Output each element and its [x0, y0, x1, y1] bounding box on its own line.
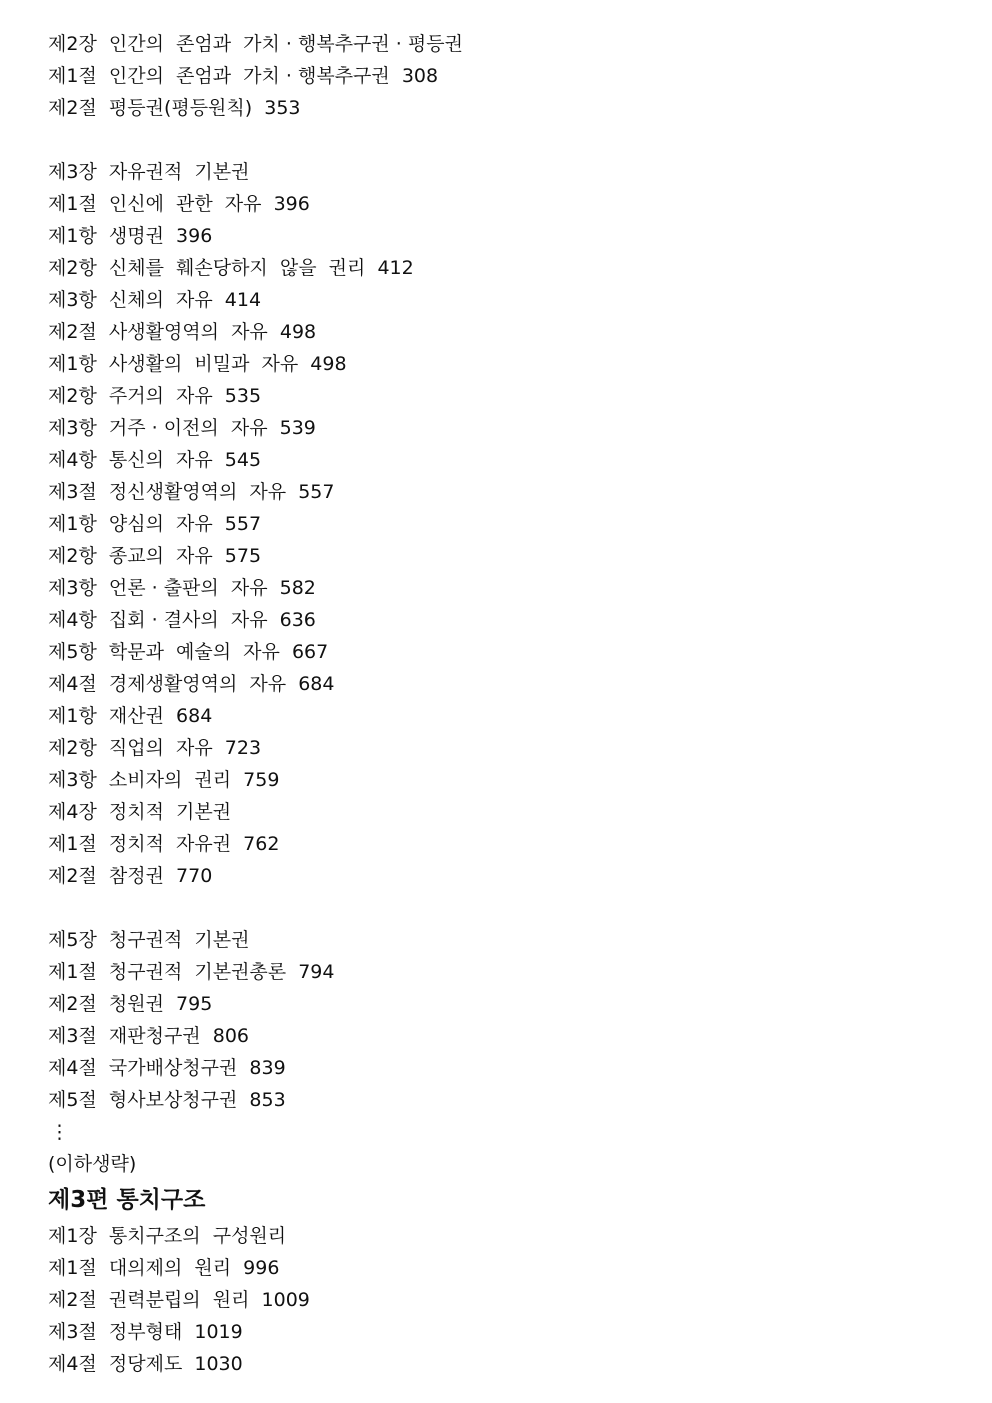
spacer: [48, 892, 948, 924]
toc-block-chapter-5: [48, 924, 948, 1116]
toc-entry: 제3항 소비자의 권리 759: [48, 769, 280, 791]
toc-entry: 제1항 생명권 396: [48, 225, 213, 247]
toc-entry: 제3절 정신생활영역의 자유 557: [48, 481, 335, 503]
toc-entry: 제3항 언론 · 출판의 자유 582: [48, 577, 316, 599]
toc-entry: 제2절 평등권(평등원칙) 353: [48, 97, 301, 119]
toc-entry: 제3항 신체의 자유 414: [48, 289, 262, 311]
toc-entry: 제4절 경제생활영역의 자유 684: [48, 673, 335, 695]
toc-entry: 제2절 청원권 795: [48, 993, 213, 1015]
toc-entry: 제1항 사생활의 비밀과 자유 498: [48, 353, 347, 375]
toc-entry: 제1절 인간의 존엄과 가치 · 행복추구권 308: [48, 65, 439, 87]
toc-entry: 제3장 자유권적 기본권: [48, 161, 250, 183]
toc-entry: 제2항 신체를 훼손당하지 않을 권리 412: [48, 257, 414, 279]
toc-entry: 제2절 참정권 770: [48, 865, 213, 887]
toc-entry: 제2항 주거의 자유 535: [48, 385, 262, 407]
toc-entry: 제4장 정치적 기본권: [48, 801, 232, 823]
toc-entry: 제5항 학문과 예술의 자유 667: [48, 641, 329, 663]
spacer: [48, 124, 948, 156]
toc-entry: 제1절 청구권적 기본권총론 794: [48, 961, 335, 983]
toc-entry: 제3절 재판청구권 806: [48, 1025, 249, 1047]
toc-block-chapter-3-4: [48, 156, 948, 892]
toc-entry: 제5절 형사보상청구권 853: [48, 1089, 286, 1111]
toc-entry: 제1절 인신에 관한 자유 396: [48, 193, 310, 215]
toc-entry: 제1절 대의제의 원리 996: [48, 1257, 280, 1279]
toc-entry: 제1항 재산권 684: [48, 705, 213, 727]
toc-entry: 제4절 정당제도 1030: [48, 1353, 243, 1375]
toc-entry: 제1절 정치적 자유권 762: [48, 833, 280, 855]
toc-block-part-3: [48, 1220, 948, 1380]
toc-block-chapter-2: [48, 28, 948, 124]
toc-entry: 제4항 집회 · 결사의 자유 636: [48, 609, 316, 631]
toc-entry: 제3절 정부형태 1019: [48, 1321, 243, 1343]
toc-entry: 제4절 국가배상청구권 839: [48, 1057, 286, 1079]
toc-entry: 제3항 거주 · 이전의 자유 539: [48, 417, 316, 439]
toc-entry: 제4항 통신의 자유 545: [48, 449, 262, 471]
omitted-note: (이하생략): [48, 1153, 137, 1175]
vertical-ellipsis: ⋮: [50, 1121, 69, 1143]
toc-entry: 제2절 사생활영역의 자유 498: [48, 321, 317, 343]
toc-entry: 제1장 통치구조의 구성원리: [48, 1225, 287, 1247]
toc-entry: 제1항 양심의 자유 557: [48, 513, 262, 535]
toc-entry: 제2항 종교의 자유 575: [48, 545, 262, 567]
toc-page: [48, 28, 948, 1380]
toc-entry: 제2장 인간의 존엄과 가치 · 행복추구권 · 평등권: [48, 33, 463, 55]
toc-entry: 제5장 청구권적 기본권: [48, 929, 250, 951]
toc-entry: 제2항 직업의 자유 723: [48, 737, 262, 759]
part-3-heading: 제3편 통치구조: [48, 1187, 206, 1213]
toc-entry: 제2절 권력분립의 원리 1009: [48, 1289, 310, 1311]
